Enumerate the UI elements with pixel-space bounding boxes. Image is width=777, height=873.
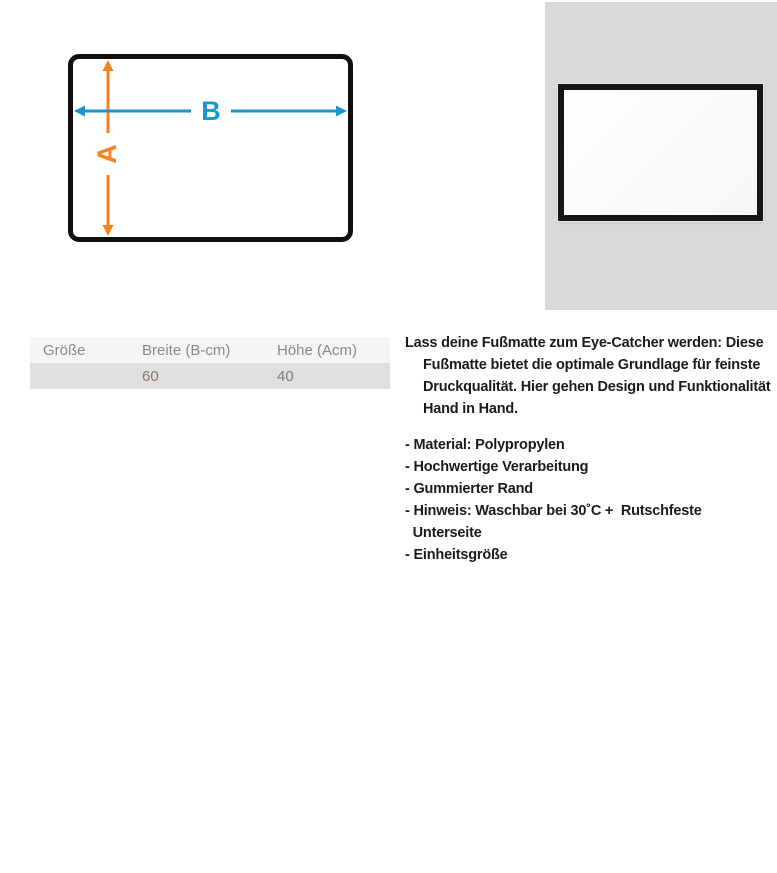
intro-line: Hand in Hand.	[423, 401, 518, 417]
feature-item: - Gummierter Rand	[405, 481, 533, 497]
intro-line: Lass deine Fußmatte zum Eye-Catcher werden: Diese	[405, 335, 764, 351]
size-table-header-row	[30, 337, 390, 363]
feature-item: - Hochwertige Verarbeitung	[405, 459, 589, 475]
height-label: A	[92, 144, 122, 164]
size-column-header: Größe	[43, 341, 86, 359]
width-value: 60	[142, 367, 159, 385]
dimension-diagram	[68, 54, 353, 242]
intro-line: Fußmatte bietet die optimale Grundlage für feinste	[423, 357, 761, 373]
width-column-header: Breite (B-cm)	[142, 341, 231, 359]
height-column-header: Höhe (Acm)	[277, 341, 358, 359]
width-label: B	[201, 96, 221, 126]
feature-list	[405, 434, 777, 566]
feature-item: - Einheitsgröße	[405, 547, 508, 563]
product-description	[405, 332, 777, 566]
product-photo-panel	[545, 2, 777, 310]
intro-paragraph	[405, 332, 777, 420]
size-table-value-row	[30, 363, 390, 389]
height-value: 40	[277, 367, 294, 385]
size-table	[30, 337, 390, 389]
doormat-image	[558, 84, 763, 221]
feature-item: - Material: Polypropylen	[405, 437, 565, 453]
feature-item-wrap: Unterseite	[405, 525, 482, 541]
intro-line: Druckqualität. Hier gehen Design und Funktionalität	[423, 379, 771, 395]
feature-item: - Hinweis: Waschbar bei 30˚C + Rutschfeste	[405, 503, 702, 519]
